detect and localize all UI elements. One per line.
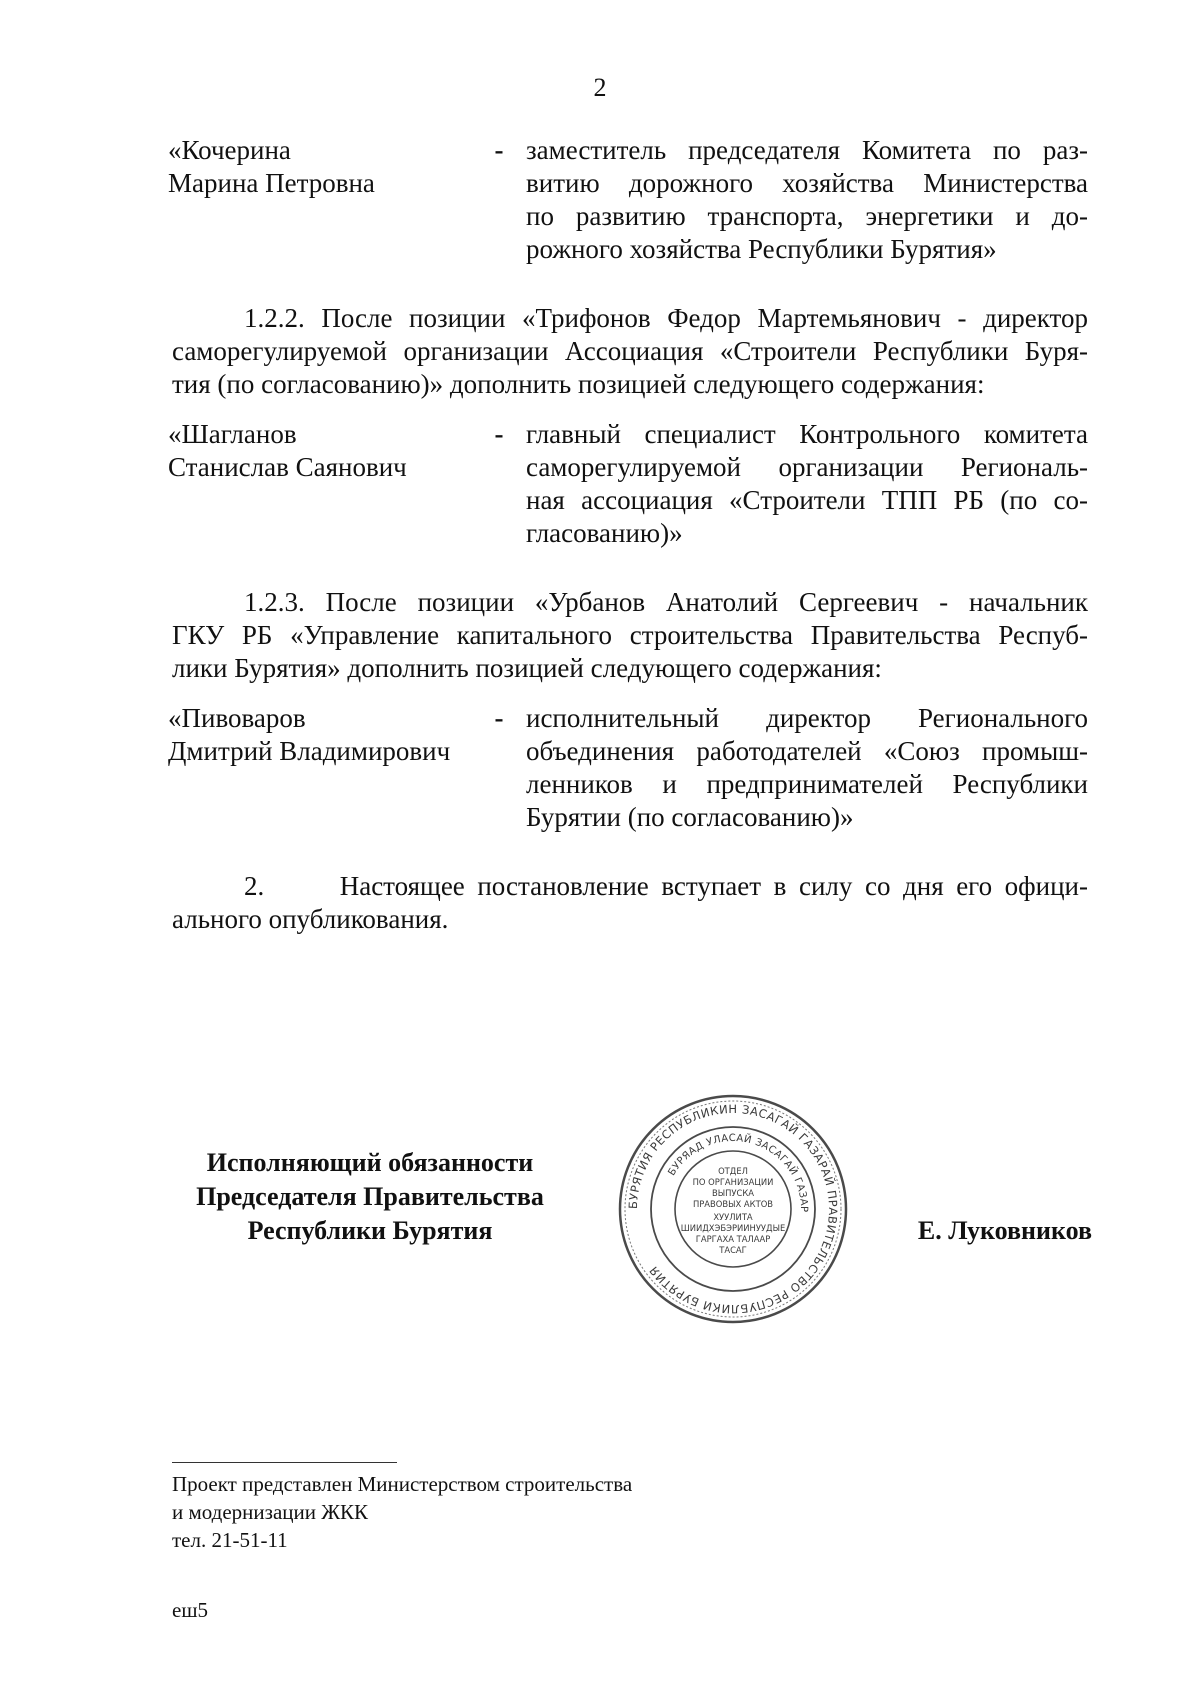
seal-center-line: ТАСАГ [719, 1245, 747, 1255]
signatory-title-line: Председателя Правительства [196, 1182, 544, 1211]
member-position-line: ленников и предпринимателей Республики [526, 769, 1088, 799]
member-position-line: заместитель председателя Комитета по раз- [526, 135, 1088, 165]
clause-line: 1.2.3. После позиции «Урбанов Анатолий Сергеевич - начальник [244, 587, 1088, 617]
document-code: еш5 [172, 1598, 208, 1622]
member-position-line: рожного хозяйства Республики Бурятия» [526, 234, 997, 264]
clause-line: лики Бурятия» дополнить позицией следующего содержания: [172, 653, 882, 683]
seal-center-line: ШИИДХЭБЭРИИНУУДЫЕ [680, 1223, 786, 1233]
member-position-line: объединения работодателей «Союз промыш- [526, 736, 1088, 766]
member-position-line: по развитию транспорта, энергетики и до- [526, 201, 1088, 231]
member-name [168, 134, 478, 200]
clause-1-2-2 [172, 302, 1088, 401]
clause-2 [172, 870, 1088, 936]
page-number: 2 [593, 73, 607, 102]
signatory-title-line: Исполняющий обязанности [206, 1148, 534, 1177]
footnote-divider [172, 1462, 397, 1463]
member-position [526, 418, 1088, 550]
clause-line: саморегулируемой организации Ассоциация «Строители Республики Буря- [172, 336, 1088, 366]
clause-line: тия (по согласованию)» дополнить позицией следующего содержания: [172, 369, 985, 399]
member-position-line: саморегулируемой организации Региональ- [526, 452, 1088, 482]
member-position-line: главный специалист Контрольного комитета [526, 419, 1088, 449]
clause-line: 1.2.2. После позиции «Трифонов Федор Мартемьянович - директор [244, 303, 1088, 333]
member-position-line: Бурятии (по согласованию)» [526, 802, 854, 832]
member-name-line: «Шагланов [168, 419, 297, 449]
seal-center-line: ПРАВОВЫХ АКТОВ [692, 1199, 774, 1209]
clause-line: ального опубликования. [172, 904, 449, 934]
footnote-line: тел. 21-51-11 [172, 1528, 288, 1552]
seal-center-line: ХУУЛИТА [713, 1212, 753, 1222]
member-position-line: ная ассоциация «Строители ТПП РБ (по со- [526, 485, 1088, 515]
seal-inner-text-path: БУРЯАД УЛАСАЙ ЗАСАГАЙ ГАЗАР [666, 1132, 810, 1213]
seal-center-line: ОТДЕЛ [718, 1166, 748, 1176]
clause-1-2-3 [172, 586, 1088, 685]
member-name-line: «Кочерина [168, 135, 291, 165]
entry-dash: - [494, 703, 504, 733]
footnote-line: и модернизации ЖКК [172, 1500, 369, 1524]
footnote [172, 1470, 872, 1554]
member-position-line: витию дорожного хозяйства Министерства [526, 168, 1088, 198]
seal-center-text [681, 1166, 786, 1255]
member-name [168, 418, 478, 484]
member-position [526, 134, 1088, 266]
member-position-line: гласованию)» [526, 518, 683, 548]
signatory-title-line: Республики Бурятия [247, 1216, 493, 1245]
seal-center-line: ГАРГАХА ТАЛААР [695, 1234, 771, 1244]
member-name-line: Марина Петровна [168, 168, 375, 198]
seal-outer-ring [620, 1096, 846, 1322]
member-position [526, 702, 1088, 834]
seal-center-line: ВЫПУСКА [711, 1188, 755, 1198]
official-seal [616, 1092, 850, 1326]
member-name-line: Дмитрий Владимирович [168, 736, 451, 766]
signatory-name: Е. Луковников [917, 1216, 1092, 1245]
signatory-title [170, 1146, 570, 1248]
clause-line: ГКУ РБ «Управление капитального строительства Правительства Респуб- [172, 620, 1088, 650]
entry-dash: - [494, 419, 504, 449]
member-position-line: исполнительный директор Регионального [526, 703, 1088, 733]
footnote-line: Проект представлен Министерством строительства [172, 1472, 633, 1496]
clause-line: 2. Настоящее постановление вступает в силу со дня его офици- [244, 871, 1088, 901]
seal-outer-text-path: БУРЯТИЯ РЕСПУБЛИКИН ЗАСАГАЙ ГАЗАРАЙ ПРАВИТЕЛЬСТВО РЕСПУБЛИКИ БУРЯТИЯ [625, 1101, 841, 1317]
entry-dash: - [494, 135, 504, 165]
member-name [168, 702, 478, 768]
member-name-line: «Пивоваров [168, 703, 306, 733]
seal-center-line: ПО ОРГАНИЗАЦИИ [692, 1177, 774, 1187]
member-name-line: Станислав Саянович [168, 452, 407, 482]
